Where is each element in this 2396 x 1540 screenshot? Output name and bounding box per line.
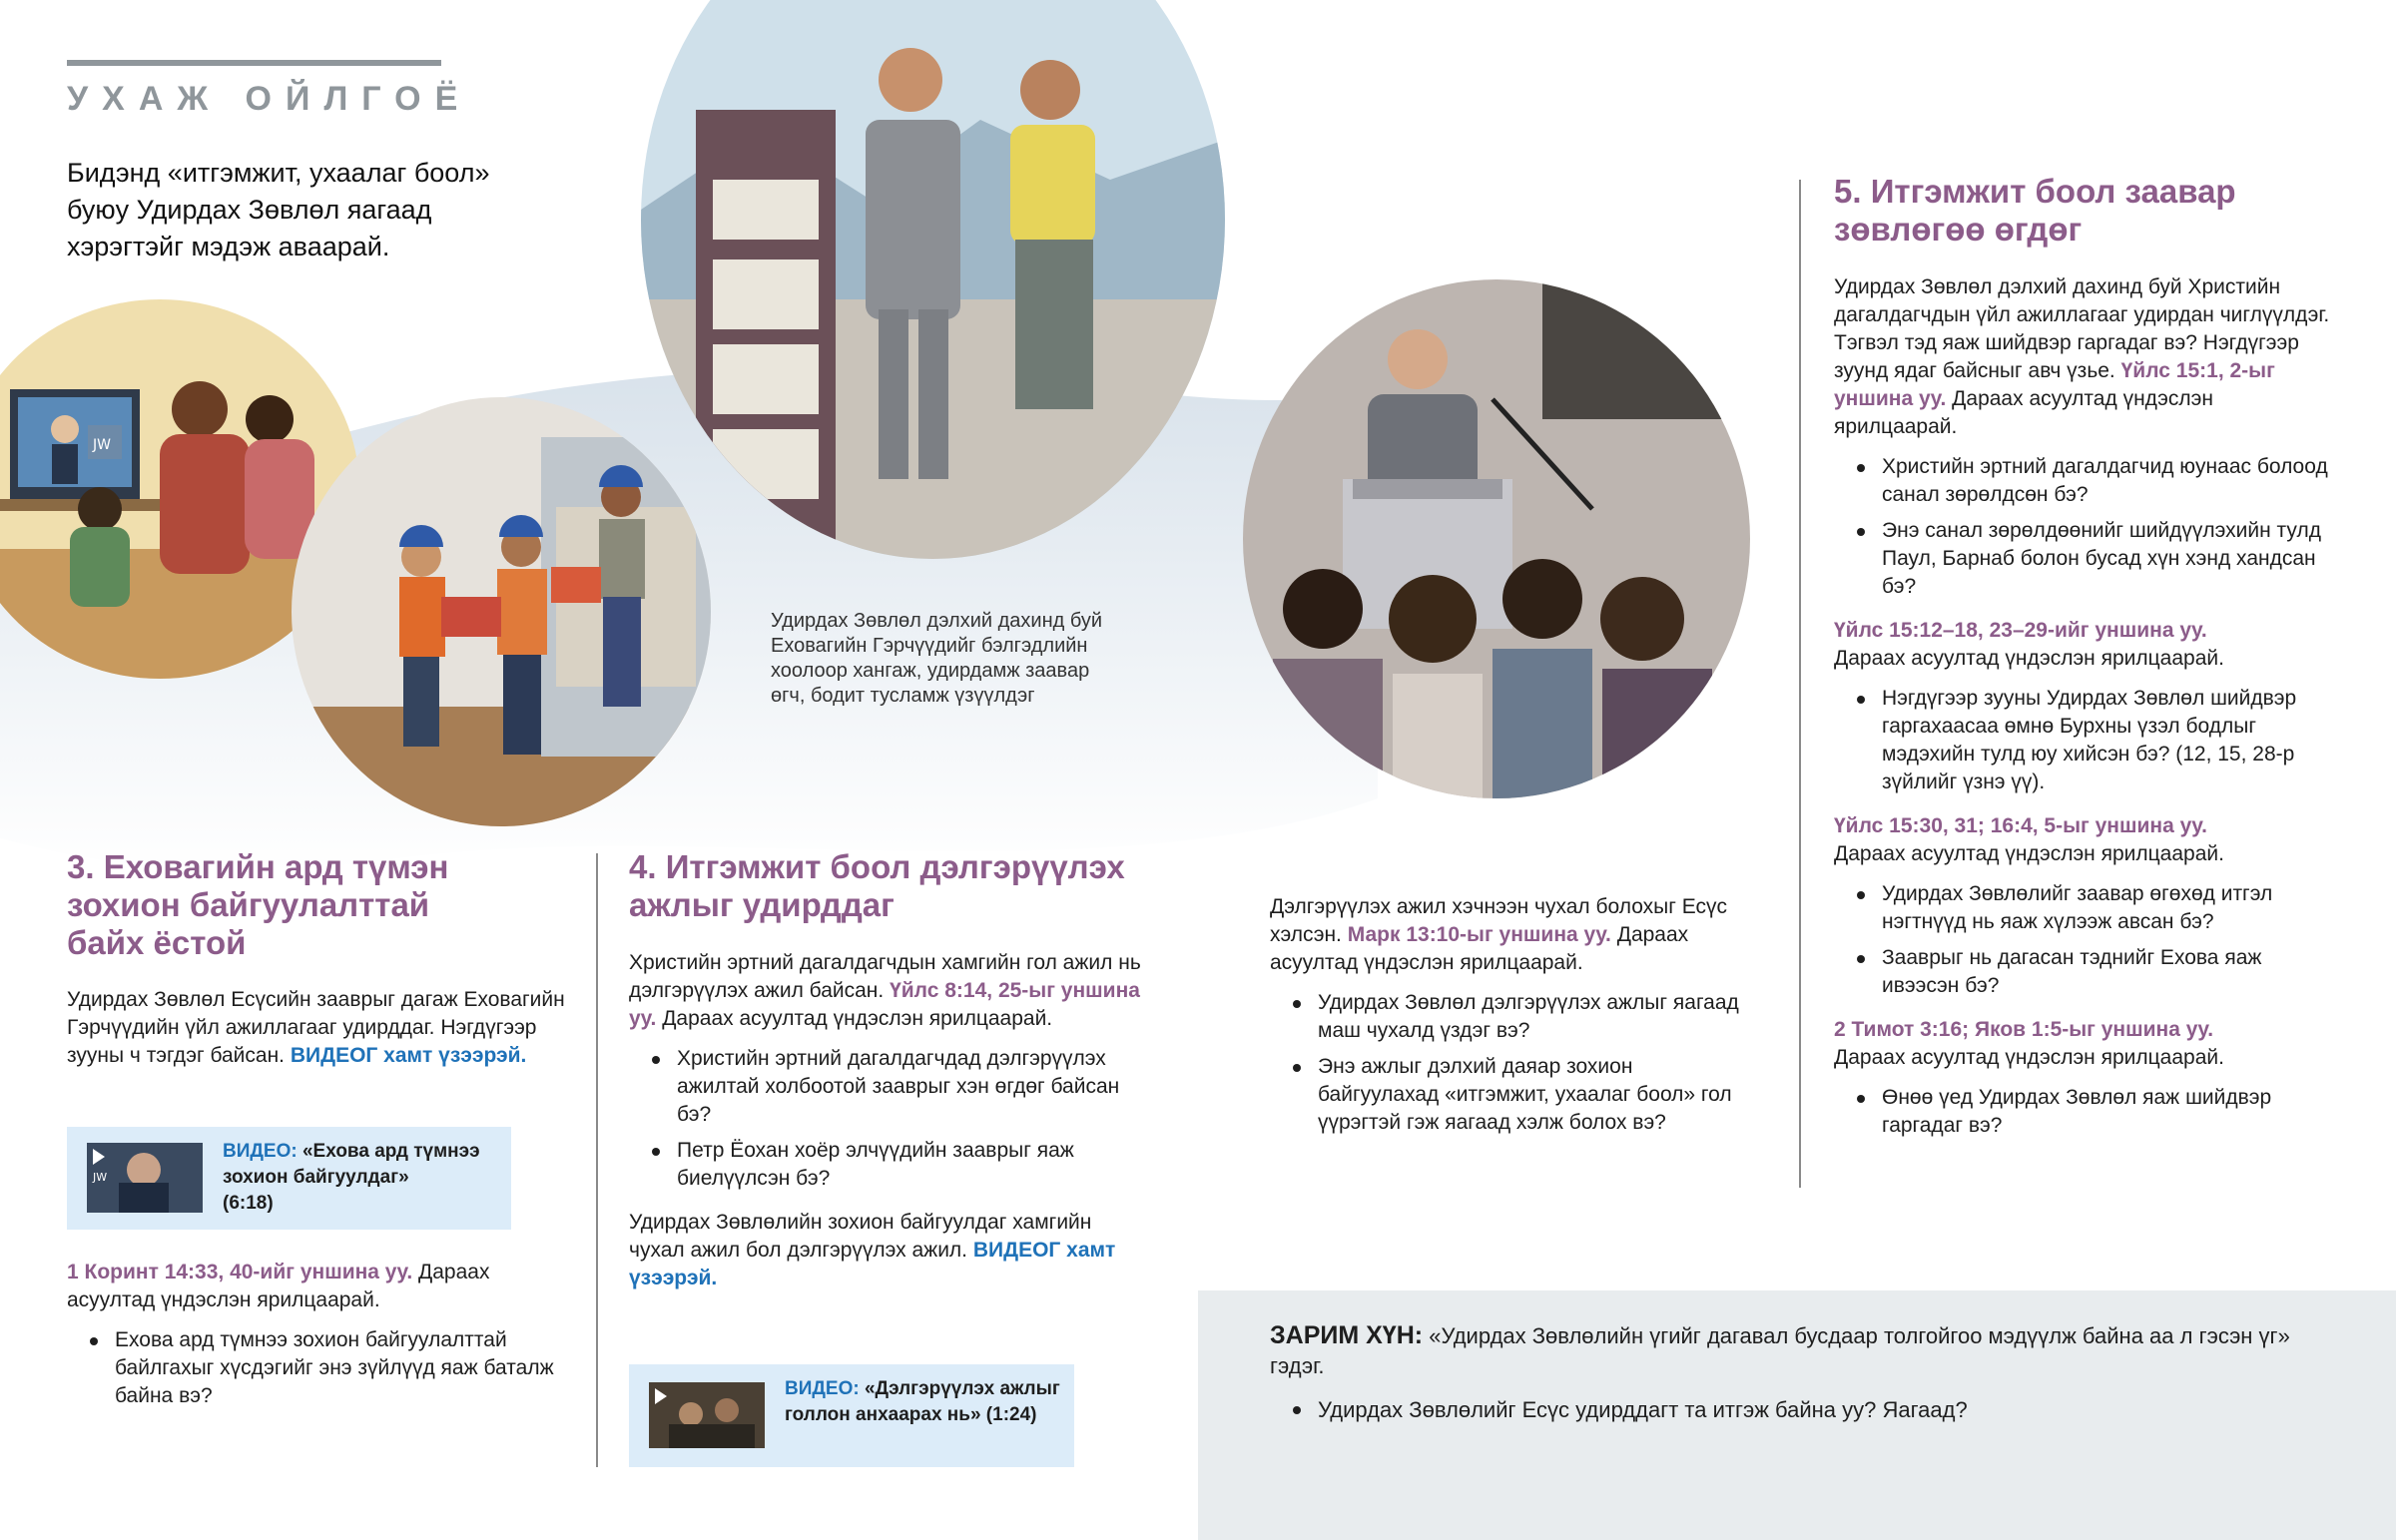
video-thumb-logo: JW [93,1171,108,1184]
section-5-reference-4[interactable]: 2 Тимот 3:16; Яков 1:5-ыг уншина уу. [1834,1018,2214,1041]
section-5-reference-3[interactable]: Үйлс 15:30, 31; 16:4, 5-ыг уншина уу. [1834,814,2207,837]
question-item: Зааврыг нь дагасан тэднийг Ехова яаж ивээсэн бэ? [1882,944,2333,1000]
section-5-questions-4 [1834,1084,2333,1140]
section-5-body: Удирдах Зөвлөл дэлхий дахинд буй Христийн дагалдагчдын үйл ажиллагааг удирдан чиглүүлдэг. Тэгвэл тэд яаж шийдвэр гаргадаг вэ? Нэгдүгээр зуунд ядаг байсныг авч үзье. Үйлс 15:1, 2-ыг уншина уу. Дараах асуултад үндэслэн ярилцаарай. Христийн эртний дагалдагчид юунаас болоод санал зөрөлдсөн бэ? Энэ санал зөрөлдөөнийг шийдүүлэхийн тулд Паул, Барнаб болон бусад хүн хэнд хандсан бэ? Үйлс 15:12–18, 23–29-ийг уншина уу. Дараах асуултад үндэслэн ярилцаарай. Нэгдүгээр зууны Удирдах Зөвлөл шийдвэр гаргахаасаа өмнө Бурхны үзэл бодлыг мэдэхийн тулд юу хийсэн бэ? (12, 15, 28-р зүйлийг үзнэ үү). Үйлс 15:30, 31; 16:4, 5-ыг уншина уу. Дараах асуултад үндэслэн ярилцаарай. Удирдах Зөвлөлийг заавар өгөхөд итгэл нэгтнүүд нь яаж хүлээж авсан бэ? Зааврыг нь дагасан тэднийг Ехова яаж ивээсэн бэ? 2 Тимот 3:16; Яков 1:5-ыг уншина уу. Дараах асуултад үндэслэн ярилцаарай. Өнөө үед Удирдах Зөвлөл яаж шийдвэр гаргадаг вэ? [1834,273,2333,1148]
some-people-box [1198,1290,2396,1540]
section-5-reference-1[interactable]: Үйлс 15:1, 2-ыг уншина уу. [1834,359,2275,410]
question-item: Энэ ажлыг дэлхий даяар зохион байгуулахад «итгэмжит, ухаалаг боол» гол үүрэгтэй гэж яагаад хэлж болох вэ? [1318,1053,1759,1137]
section-3-title: 3. Еховагийн ард түмэн зохион байгуулалттай байх ёстой [67,848,449,961]
section-4-video-caption [785,1376,1064,1428]
section-3-paragraph: Удирдах Зөвлөл Есүсийн зааврыг дагаж Еховагийн Гэрчүүдийн үйл ажиллагааг удирддаг. Нэгдүгээр зууны ч тэгдэг байсан. ВИДЕОГ хамт үзээрэй. [67,988,565,1067]
speaker-podium-illustration [1243,279,1750,798]
section-3-video-thumbnail[interactable] [87,1143,203,1213]
section-4-questions [629,1045,1148,1193]
middle-reference[interactable]: Марк 13:10-ыг уншина уу. [1347,923,1611,946]
question-item: Ехова ард түмнээ зохион байгуулалттай байлгахыг хүсдэгийг энэ зүйлүүд яаж баталж байна вэ? [115,1326,576,1410]
question-item: Энэ санал зөрөлдөөнийг шийдүүлэхийн тулд Паул, Барнаб болон бусад хүн хэнд хандсан бэ? [1882,517,2333,601]
section-3-reference[interactable]: 1 Коринт 14:33, 40-ийг уншина уу. [67,1261,413,1283]
some-people-text [1270,1320,2328,1433]
section-3-reference-block: 1 Коринт 14:33, 40-ийг уншина уу. Дараах асуултад үндэслэн ярилцаарай. Ехова ард түмнээ зохион байгуулалттай байлгахыг хүсдэгийг энэ зүйлүүд яаж баталж байна вэ? [67,1259,576,1418]
play-icon [655,1388,667,1404]
section-5-questions-3 [1834,880,2333,1000]
section-3-body [67,986,576,1070]
section-5-questions-2 [1834,685,2333,796]
middle-questions [1270,989,1759,1137]
some-people-quote: «Удирдах Зөвлөлийн үгийг дагавал бусдаар толгойгоо мэдүүлж байна аа л гэсэн үг» гэдэг. [1270,1323,2290,1378]
column-divider [596,853,598,1467]
question-item: Нэгдүгээр зууны Удирдах Зөвлөл шийдвэр гаргахаасаа өмнө Бурхны үзэл бодлыг мэдэхийн тулд юу хийсэн бэ? (12, 15, 28-р зүйлийг үзнэ үү). [1882,685,2333,796]
header-rule [67,60,441,66]
question-item: Өнөө үед Удирдах Зөвлөл яаж шийдвэр гаргадаг вэ? [1882,1084,2333,1140]
tv-jw-logo: JW [93,437,111,453]
question-item: Христийн эртний дагалдагчдад дэлгэрүүлэх ажилтай холбоотой зааврыг хэн өгдөг байсан бэ? [677,1045,1148,1129]
some-people-questions [1270,1395,2328,1425]
section-4-title: 4. Итгэмжит боол дэлгэрүүлэх ажлыг удирддаг [629,848,1125,923]
page-header-title: УХАЖ ОЙЛГОЁ [67,80,472,118]
middle-column-body: Дэлгэрүүлэх ажил хэчнээн чухал болохыг Есүс хэлсэн. Марк 13:10-ыг уншина уу. Дараах асуултад үндэслэн ярилцаарай. Удирдах Зөвлөл дэлгэрүүлэх ажлыг яагаад маш чухалд үздэг вэ? Энэ ажлыг дэлхий даяар зохион байгуулахад «итгэмжит, ухаалаг боол» гол үүрэгтэй гэж яагаад хэлж болох вэ? [1270,893,1759,1145]
question-item: Удирдах Зөвлөлийг Есүс удирддагт та итгэж байна уу? Яагаад? [1318,1395,2328,1425]
question-item: Христийн эртний дагалдагчид юунаас болоод санал зөрөлдсөн бэ? [1882,453,2333,509]
section-3-questions [67,1326,576,1410]
illustration-caption: Удирдах Зөвлөл дэлхий дахинд буй Еховагийн Гэрчүүдийг бэлгэдлийн хоолоор хангаж, удирдамж заавар өгч, бодит тусламж үзүүлдэг [771,610,1103,707]
question-item: Петр Ёохан хоёр элчүүдийн зааврыг яаж биелүүлсэн бэ? [677,1137,1148,1193]
section-3-video-box[interactable] [67,1127,511,1230]
section-4-paragraph-2: Удирдах Зөвлөлийн зохион байгуулдаг хамгийн чухал ажил бол дэлгэрүүлэх ажил. ВИДЕОГ хамт үзээрэй. [629,1211,1116,1289]
section-5-reference-2[interactable]: Үйлс 15:12–18, 23–29-ийг уншина уу. [1834,619,2207,642]
section-4-video-title: «Дэлгэрүүлэх ажлыг голлон анхаарах нь» (1:24) [785,1378,1060,1425]
section-3-video-caption [223,1139,492,1217]
section-4-video-box[interactable] [629,1364,1074,1467]
section-5-questions-1 [1834,453,2333,601]
column-divider [1799,180,1801,1188]
intro-text: Бидэнд «итгэмжит, ухаалаг боол» буюу Удирдах Зөвлөл яагаад хэрэгтэйг мэдэж аваарай. [67,158,490,261]
play-icon [93,1149,105,1165]
section-5-title: 5. Итгэмжит боол заавар зөвлөгөө өгдөг [1834,173,2236,248]
some-people-lead: ЗАРИМ ХҮН: [1270,1321,1424,1349]
section-4-video-thumbnail[interactable] [649,1382,765,1448]
section-4-body: Христийн эртний дагалдагчдын хамгийн гол ажил нь дэлгэрүүлэх ажил байсан. Үйлс 8:14, 25-ыг уншина уу. Дараах асуултад үндэслэн ярилцаарай. Христийн эртний дагалдагчдад дэлгэрүүлэх ажилтай холбоотой зааврыг хэн өгдөг байсан бэ? Петр Ёохан хоёр элчүүдийн зааврыг яаж биелүүлсэн бэ? Удирдах Зөвлөлийн зохион байгуулдаг хамгийн чухал ажил бол дэлгэрүүлэх ажил. ВИДЕОГ хамт үзээрэй. [629,949,1148,1292]
question-item: Удирдах Зөвлөл дэлгэрүүлэх ажлыг яагаад маш чухалд үздэг вэ? [1318,989,1759,1045]
question-item: Удирдах Зөвлөлийг заавар өгөхөд итгэл нэгтнүүд нь яаж хүлээж авсан бэ? [1882,880,2333,936]
section-3-video-title: «Ехова ард түмнээ зохион байгуулдаг» [223,1141,480,1188]
section-3-video-duration: (6:18) [223,1193,274,1214]
section-4-video-link[interactable]: ВИДЕОГ хамт үзээрэй. [629,1239,1116,1289]
section-4-reference[interactable]: Үйлс 8:14, 25-ыг уншина уу. [629,979,1140,1030]
relief-workers-illustration [292,397,711,826]
section-4-video-label: ВИДЕО: [785,1378,860,1399]
section-3-video-link[interactable]: ВИДЕОГ хамт үзээрэй. [290,1044,527,1067]
section-3-video-label: ВИДЕО: [223,1141,298,1162]
